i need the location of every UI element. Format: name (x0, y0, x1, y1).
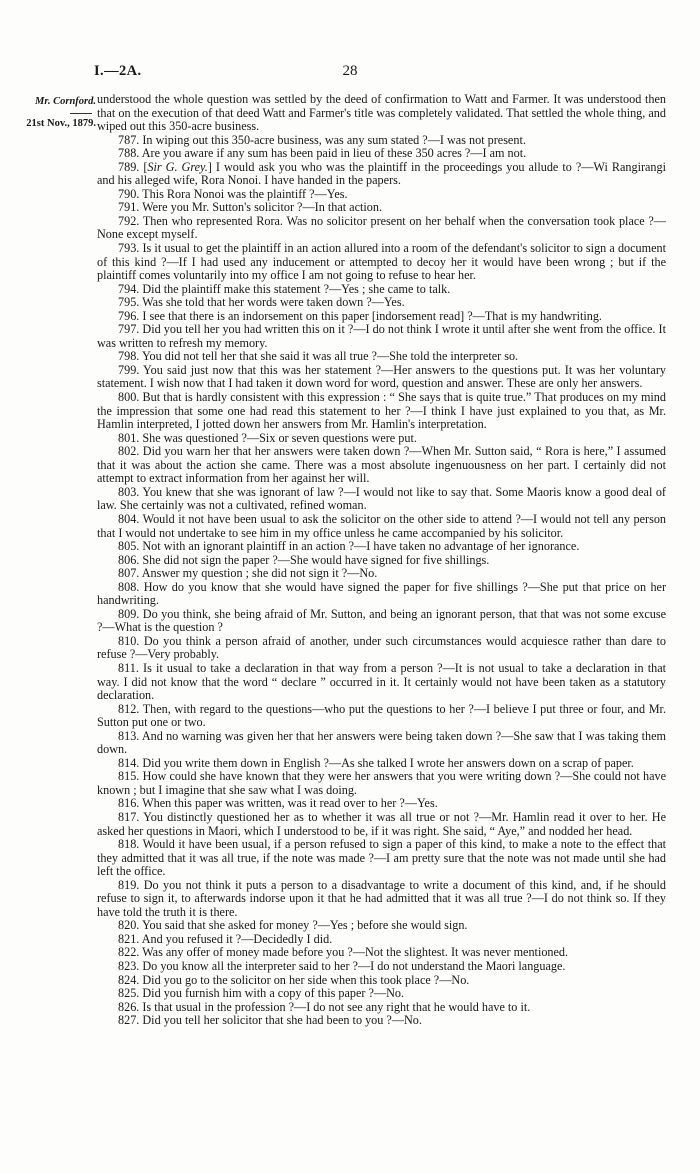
question-answer-text: When this paper was written, was it read over to her ?—Yes. (142, 796, 438, 811)
question-answer-text: In wiping out this 350-acre business, was any sum stated ?—I was not present. (142, 132, 526, 147)
question-paragraph (97, 188, 666, 202)
questioner-name: Sir G. Grey. (147, 159, 208, 174)
question-paragraph (97, 635, 666, 662)
question-number: 793. (118, 241, 140, 256)
question-paragraph (97, 730, 666, 757)
question-paragraph (97, 364, 666, 391)
question-answer-text: Answer my question ; she did not sign it ?—No. (141, 566, 378, 581)
question-answer-text: Did you furnish him with a copy of this paper ?—No. (142, 986, 405, 1001)
question-answer-text: Are you aware if any sum has been paid in lieu of these 350 acres ?—I am not. (141, 146, 527, 161)
question-answer-text: I would ask you who was the plaintiff in the proceedings you allude to ?—Wi Rangirangi and his alleged wife, Rora Nonoi. I have handed in the papers. (97, 159, 667, 188)
question-number: 799. (118, 362, 140, 377)
question-number: 805. (118, 539, 140, 554)
question-number: 788. (118, 146, 140, 161)
question-answer-text: And no warning was given her that her answers were being taken down ?—She saw that I was taking them down. (97, 728, 666, 757)
margin-rule (70, 113, 92, 114)
question-answer-text: You distinctly questioned her as to whether it was all true or not ?—Mr. Hamlin read it over to her. He asked her questions in Maori, which I understood to be, if it was right. She said, “ Aye,” and nodded her head. (97, 809, 666, 838)
question-paragraph (97, 432, 666, 446)
margin-speaker: Mr. Cornford. (35, 96, 96, 107)
margin-note (14, 95, 96, 130)
question-answer-text: Then, with regard to the questions—who put the questions to her ?—I believe I put three or four, and Mr. Sutton put one or two. (97, 701, 666, 730)
question-paragraph (97, 134, 666, 148)
question-paragraph (97, 797, 666, 811)
question-number: 802. (118, 444, 140, 459)
question-answer-text: Is it usual to take a declaration in that way from a person ?—It is not usual to take a declaration in that way. I did not know that the word “ declare ” occurred in it. It certainly would not have been taken as a statutory declaration. (97, 660, 667, 703)
question-answer-text: Is that usual in the profession ?—I do not see any right that he would have to it. (142, 999, 531, 1014)
question-number: 819. (118, 877, 140, 892)
question-paragraph: 789. [Sir G. Grey.] I would ask you who was the plaintiff in the proceedings you allude to ?—Wi Rangirangi and his alleged wife, Rora Nonoi. I have handed in the papers. (97, 159, 667, 188)
question-paragraph (97, 391, 666, 432)
question-number: 792. (118, 213, 140, 228)
question-number: 806. (118, 552, 140, 567)
question-answer-text: Did you write them down in English ?—As she talked I wrote her answers down on a scrap of paper. (142, 755, 634, 770)
question-answer-text: She did not sign the paper ?—She would have signed for five shillings. (142, 552, 490, 567)
question-number: 807. (118, 566, 140, 581)
question-answer-text: Then who represented Rora. Was no solicitor present on her behalf when the conversation took place ?—None except myself. (97, 213, 666, 242)
question-answer-text: You did not tell her that she said it was all true ?—She told the interpreter so. (141, 349, 519, 364)
question-paragraph (97, 296, 666, 310)
question-paragraph (97, 703, 666, 730)
testimony-text (97, 93, 666, 1028)
margin-date: 21st Nov., 1879. (26, 117, 96, 129)
question-answer-text: I see that there is an indorsement on this paper [indorsement read] ?—That is my handwriting. (142, 308, 602, 323)
question-number: 804. (118, 511, 140, 526)
question-answer-text: You said just now that this was her statement ?—Her answers to the questions put. It was her voluntary statement. I wish now that I had taken it down word for word, question and answer. These are only her answers. (97, 362, 666, 391)
question-answer-text: Do you know all the interpreter said to her ?—I do not understand the Maori language. (142, 959, 566, 973)
question-paragraph (97, 933, 666, 947)
question-paragraph (97, 770, 666, 797)
question-answer-text: She was questioned ?—Six or seven questions were put. (142, 430, 417, 445)
question-answer-text: This Rora Nonoi was the plaintiff ?—Yes. (142, 186, 348, 201)
question-number: 810. (118, 633, 140, 648)
question-answer-text: Did you warn her that her answers were taken down ?—When Mr. Sutton said, “ Rora is here,” I assumed that it was about the action she came. There was a most absolute ingenuousness on her part. I certainly did not attempt to extract information from her against her will. (97, 444, 667, 486)
question-answer-text: Did the plaintiff make this statement ?—Yes ; she came to talk. (142, 281, 451, 296)
question-answer-text: How do you know that she would have signed the paper for five shillings ?—She put that price on her handwriting. (97, 579, 667, 608)
question-answer-text: Did you tell her solicitor that she had been to you ?—No. (142, 1013, 422, 1028)
question-paragraph (97, 242, 666, 283)
question-number: 790. (118, 186, 140, 201)
question-number: 821. (118, 931, 140, 946)
question-paragraph (97, 540, 666, 554)
question-paragraph (97, 201, 666, 215)
question-number: 795. (118, 295, 140, 310)
question-number: 811. (118, 660, 139, 675)
question-number: 797. (118, 322, 140, 337)
question-number: 813. (118, 728, 140, 743)
question-paragraph (97, 215, 666, 242)
question-number: 822. (118, 945, 140, 960)
question-number: 820. (118, 918, 140, 933)
question-answer-text: Do you not think it puts a person to a disadvantage to write a document of this kind, and, if he should refuse to sign it, to afterwards indorse upon it that he had admitted that it was all true ?—I do not think so. If they have told the truth it is there. (97, 877, 666, 919)
question-number: 824. (118, 972, 140, 987)
question-paragraph (97, 1014, 666, 1028)
question-paragraph (97, 919, 666, 933)
question-number: 818. (118, 837, 140, 852)
question-number: 825. (118, 986, 140, 1001)
question-number: 809. (118, 606, 140, 621)
question-number: 800. (118, 390, 140, 405)
question-paragraph (97, 662, 666, 703)
question-number: 801. (118, 430, 140, 445)
question-paragraph (97, 974, 666, 988)
question-paragraph (97, 608, 666, 635)
question-number: 791. (118, 200, 140, 215)
question-paragraph (97, 323, 666, 350)
question-answer-text: Did you tell her you had written this on it ?—I do not think I wrote it until after she went from the office. It was written to refresh my memory. (97, 322, 666, 350)
question-number: 787. (118, 132, 140, 147)
question-number: 826. (118, 999, 140, 1014)
question-answer-text: How could she have known that they were her answers that you were writing down ?—She could not have known ; but I imagine that she saw what I was doing. (97, 769, 666, 797)
question-answer-text: Is it usual to get the plaintiff in an action allured into a room of the defendant's solicitor to sign a document of this kind ?—If I had used any inducement or attempted to decoy her it would have been wrong ; but if the plaintiff comes voluntarily into my office I am not going to refuse to hear her. (97, 241, 667, 283)
question-number: 803. (118, 484, 140, 499)
question-answer-text: Would it have been usual, if a person refused to sign a paper of this kind, to make a note to the effect that they admitted that it was all true, if the note was made ?—I am pretty sure that the note was not made until she had left the office. (97, 837, 666, 879)
question-number: 815. (118, 769, 140, 784)
question-number: 823. (118, 959, 140, 973)
intro-paragraph: understood the whole question was settled by the deed of confirmation to Watt and Farmer. It was understood then that on the execution of that deed Watt and Farmer's title was completely validated. That settled the whole thing, and wiped out this 350-acre business. (97, 92, 666, 134)
paper-reference: I.—2A. (94, 63, 142, 79)
page-number: 28 (342, 63, 358, 79)
question-answer-text: You knew that she was ignorant of law ?—I would not like to say that. Some Maoris know a good deal of law. She certainly was not a cultivated, refined woman. (97, 484, 666, 513)
question-number: 808. (118, 579, 140, 594)
question-number: 827. (118, 1013, 140, 1028)
question-number: 796. (118, 308, 140, 323)
question-answer-text: You said that she asked for money ?—Yes ; before she would sign. (141, 918, 468, 933)
question-paragraph (97, 811, 666, 838)
question-paragraph (97, 879, 666, 920)
question-paragraph (97, 554, 666, 568)
question-answer-text: Was any offer of money made before you ?—Not the slightest. It was never mentioned. (142, 945, 569, 960)
question-paragraph (97, 513, 666, 540)
question-number: 798. (118, 349, 140, 364)
question-paragraph (97, 350, 666, 364)
question-answer-text: And you refused it ?—Decidedly I did. (141, 931, 333, 946)
question-paragraph (97, 147, 666, 161)
question-paragraph (97, 960, 666, 974)
question-paragraph (97, 283, 666, 297)
question-answer-text: Would it not have been usual to ask the solicitor on the other side to attend ?—I would not tell any person that I would not undertake to see him in my office unless he came accompanied by his solicitor. (97, 511, 667, 540)
question-answer-text: Did you go to the solicitor on her side when this took place ?—No. (142, 972, 470, 987)
question-paragraph (97, 757, 666, 771)
question-answer-text: But that is hardly consistent with this expression : “ She says that is quite true.” That produces on my mind the impression that some one had read this statement to her ?—I think I have just explained to you that, as Mr. Hamlin interpreted, I jotted down her answers from Mr. Hamlin's interpretation. (97, 390, 666, 432)
question-number: 794. (118, 281, 140, 296)
question-paragraph (97, 946, 666, 960)
question-number: 812. (118, 701, 140, 716)
question-number: 814. (118, 755, 140, 770)
question-paragraph (97, 310, 666, 324)
question-number: 816. (118, 796, 140, 811)
question-answer-text: Was she told that her words were taken down ?—Yes. (142, 295, 405, 310)
question-paragraph (97, 445, 666, 486)
question-answer-text: Do you think a person afraid of another, under such circumstances would acquiesce rather than dare to refuse ?—Very probably. (97, 633, 667, 662)
question-paragraph (97, 567, 666, 581)
question-answer-text: Do you think, she being afraid of Mr. Sutton, and being an ignorant person, that that was not some excuse ?—What is the question ? (97, 606, 666, 635)
question-paragraph (97, 581, 666, 608)
question-answer-text: Were you Mr. Sutton's solicitor ?—In that action. (142, 200, 383, 215)
question-answer-text: Not with an ignorant plaintiff in an action ?—I have taken no advantage of her ignorance. (142, 539, 580, 554)
question-paragraph (97, 838, 666, 879)
question-number: 789. (118, 159, 140, 174)
question-paragraph (97, 987, 666, 1001)
question-paragraph (97, 1001, 666, 1015)
question-number: 817. (118, 809, 140, 824)
question-paragraph (97, 486, 666, 513)
